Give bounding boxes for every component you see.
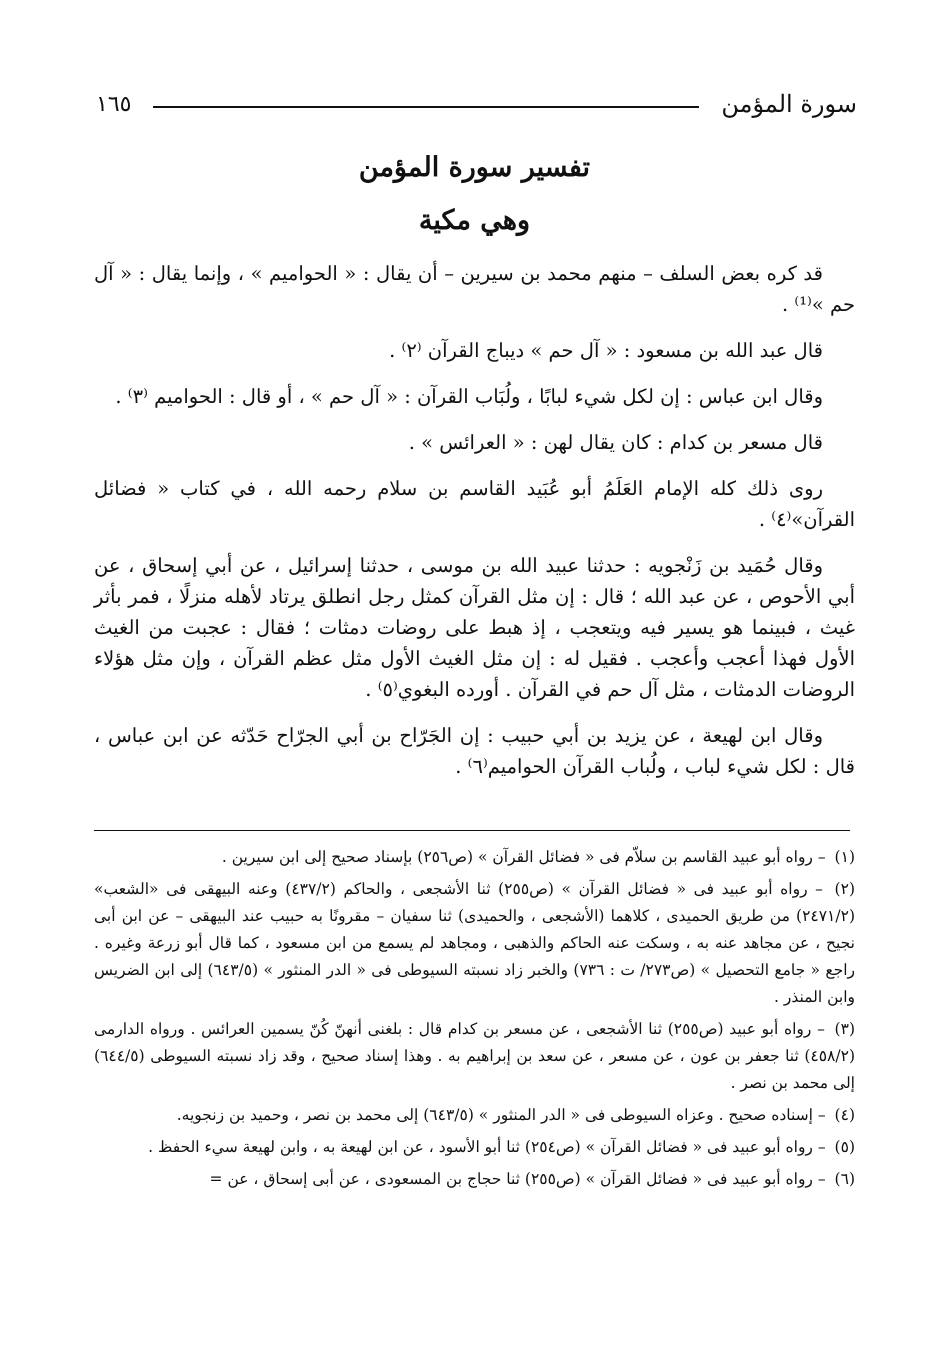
paragraph: وقال ابن عباس : إن لكل شيء لبابًا ، ولُبَاب القرآن : « آل حم » ، أو قال : الحواميم ⁽٣⁾ . bbox=[115, 385, 823, 408]
footnote bbox=[94, 1166, 855, 1193]
footnote bbox=[94, 1016, 855, 1097]
footnote bbox=[94, 1102, 855, 1129]
footnote-number: (١) bbox=[834, 848, 855, 866]
footnote bbox=[94, 1134, 855, 1161]
footnote-text: – رواه أبو عبيد القاسم بن سلاّم فى « فضائل القرآن » (ص٢٥٦) بإسناد صحيح إلى ابن سيرين . bbox=[221, 848, 826, 866]
footnote-number: (٦) bbox=[834, 1170, 855, 1188]
chapter-subtitle: وهي مكية bbox=[418, 205, 531, 236]
footnote-text: – إسناده صحيح . وعزاه السيوطى فى « الدر المنثور » (٦٤٣/٥) إلى محمد بن نصر ، وحميد بن زنجويه. bbox=[176, 1106, 826, 1124]
paragraph: روى ذلك كله الإمام العَلَمُ أبو عُبَيد القاسم بن سلام رحمه الله ، في كتاب « فضائل القرآن»⁽٤⁾ . bbox=[94, 477, 855, 531]
running-header-surah: سورة المؤمن bbox=[721, 90, 857, 118]
footnote bbox=[94, 876, 855, 1011]
chapter-title: تفسير سورة المؤمن bbox=[358, 152, 591, 183]
paragraph: قال مسعر بن كدام : كان يقال لهن : « العرائس » . bbox=[408, 431, 823, 454]
paragraph: قال عبد الله بن مسعود : « آل حم » ديباج القرآن ⁽٢⁾ . bbox=[389, 339, 823, 362]
footnote-number: (٥) bbox=[834, 1138, 855, 1156]
main-text bbox=[94, 258, 855, 794]
footnote-separator bbox=[94, 830, 850, 831]
footnote-number: (٢) bbox=[834, 880, 855, 898]
running-header bbox=[96, 86, 857, 122]
footnote-number: (٤) bbox=[834, 1106, 855, 1124]
footnote-number: (٣) bbox=[834, 1020, 855, 1038]
footnote bbox=[94, 844, 855, 871]
footnote-text: – رواه أبو عبيد فى « فضائل القرآن » (ص٢٥٥) ثنا حجاج بن المسعودى ، عن أبى إسحاق ، عن = bbox=[209, 1170, 826, 1188]
header-rule bbox=[153, 106, 699, 108]
footnotes bbox=[94, 844, 855, 1198]
paragraph: وقال حُمَيد بن زَنْجويه : حدثنا عبيد الله بن موسى ، حدثنا إسرائيل ، عن أبي إسحاق ، عن أبي الأحوص ، عن عبد الله ؛ قال : إن مثل القرآن كمثل رجل انطلق يرتاد لأهله منزلًا ، فمر بأثر غيث ، فبينما هو يسير فيه ويتعجب ، إذ هبط على روضات دمثات ؛ فقال : عجبت من الغيث الأول فهذا أعجب وأعجب . فقيل له : إن مثل الغيث الأول مثل عظم القرآن ، وإن مثل هؤلاء الروضات الدمثات ، مثل آل حم في القرآن . أورده البغوي⁽٥⁾ . bbox=[94, 554, 855, 701]
footnote-text: – رواه أبو عبيد فى « فضائل القرآن » (ص٢٥٥) ثنا الأشجعى ، والحاكم (٤٣٧/٢) وعنه البيهقى فى «الشعب» (٢٤٧١/٢) من طريق الحميدى ، كلاهما (الأشجعى ، والحميدى) ثنا سفيان – مقرونًا به حبيب عند البيهقى – عن ابن أبى نجيح ، عن مجاهد عنه به ، وسكت عنه الحاكم والذهبى ، ومجاهد لم يسمع من ابن مسعود ، كما قال أبو زرعة وغيره . راجع « جامع التحصيل » (ص٢٧٣/ ت : ٧٣٦) والخبر زاد نسبته السيوطى فى « الدر المنثور » (٦٤٣/٥) إلى ابن الضريس وابن المنذر . bbox=[94, 880, 855, 1006]
paragraph: قد كره بعض السلف – منهم محمد بن سيرين – أن يقال : « الحواميم » ، وإنما يقال : « آل حم »⁽¹⁾ . bbox=[94, 262, 855, 316]
page-number: ١٦٥ bbox=[96, 91, 132, 117]
footnote-text: – رواه أبو عبيد فى « فضائل القرآن » (ص٢٥٤) ثنا أبو الأسود ، عن ابن لهيعة به ، وابن لهيعة سيء الحفظ . bbox=[148, 1138, 826, 1156]
footnote-text: – رواه أبو عبيد (ص٢٥٥) ثنا الأشجعى ، عن مسعر بن كدام قال : بلغنى أنهنّ كُنّ يسمين العرائس . ورواه الدارمى (٤٥٨/٢) ثنا جعفر بن عون ، عن مسعر ، عن سعد بن إبراهيم به . وهذا إسناد صحيح ، وقد زاد نسبته السيوطى (٦٤٤/٥) إلى محمد بن نصر . bbox=[94, 1020, 855, 1092]
paragraph: وقال ابن لهيعة ، عن يزيد بن أبي حبيب : إن الجَرّاح بن أبي الجرّاح حَدّثه عن ابن عباس ، قال : لكل شيء لباب ، ولُباب القرآن الحواميم⁽٦⁾ . bbox=[94, 724, 855, 778]
